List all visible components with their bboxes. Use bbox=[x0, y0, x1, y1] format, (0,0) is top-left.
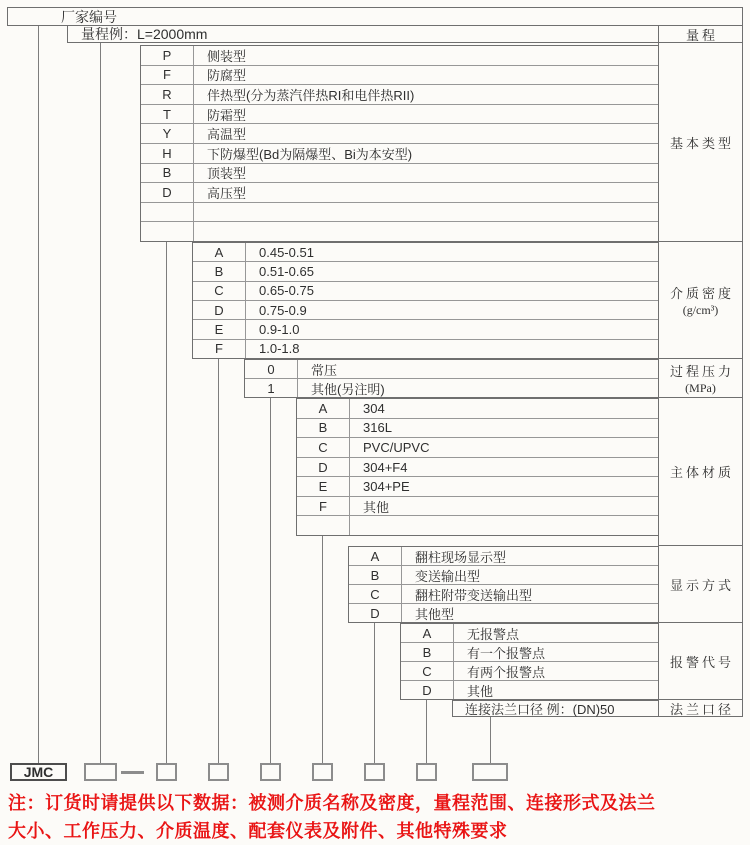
code-row bbox=[297, 497, 658, 517]
description-cell: 高压型 bbox=[207, 185, 247, 201]
code-cell bbox=[141, 203, 194, 222]
code-separator-dash bbox=[121, 771, 144, 774]
description-cell: 防腐型 bbox=[207, 68, 247, 84]
description-cell: 有两个报警点 bbox=[467, 664, 546, 680]
category-label bbox=[659, 546, 742, 623]
description-cell: 1.0-1.8 bbox=[259, 341, 300, 357]
blank-box-basic-type bbox=[156, 763, 177, 781]
code-row bbox=[349, 566, 658, 585]
code-cell: B bbox=[297, 419, 350, 438]
code-cell: D bbox=[193, 301, 246, 319]
blank-box-alarm bbox=[416, 763, 437, 781]
code-cell: F bbox=[193, 340, 246, 358]
blank-box-flange bbox=[472, 763, 508, 781]
code-cell: B bbox=[349, 566, 402, 584]
code-cell: C bbox=[349, 585, 402, 603]
code-row bbox=[349, 547, 658, 566]
factory-code-label: 厂家编号 bbox=[61, 8, 117, 25]
code-row bbox=[349, 604, 658, 622]
category-label-text: 量程 bbox=[685, 27, 718, 43]
connector-line bbox=[374, 623, 375, 763]
code-cell: D bbox=[401, 681, 454, 699]
code-cell: 1 bbox=[245, 379, 298, 397]
description-cell: 304 bbox=[363, 400, 385, 416]
code-row bbox=[349, 585, 658, 604]
code-cell: P bbox=[141, 46, 194, 65]
code-row bbox=[245, 379, 658, 397]
blank-box-material bbox=[312, 763, 333, 781]
code-cell: H bbox=[141, 144, 194, 163]
description-cell: 304+PE bbox=[363, 479, 410, 495]
category-label-text: 介质密度 bbox=[669, 285, 734, 301]
code-row bbox=[297, 458, 658, 478]
connector-line bbox=[426, 700, 427, 763]
description-cell: 其他 bbox=[467, 683, 494, 699]
code-cell: D bbox=[141, 183, 194, 202]
section-display-mode bbox=[348, 546, 658, 623]
code-row bbox=[297, 477, 658, 497]
description-cell: 常压 bbox=[311, 362, 338, 378]
order-note bbox=[8, 789, 746, 845]
category-label-text: 显示方式 bbox=[669, 577, 734, 593]
description-cell: 侧装型 bbox=[207, 48, 247, 64]
connector-line bbox=[322, 536, 323, 763]
code-row bbox=[193, 320, 658, 339]
connector-line bbox=[100, 43, 101, 763]
description-cell: 顶装型 bbox=[207, 166, 247, 182]
code-cell: D bbox=[349, 604, 402, 622]
code-row bbox=[297, 419, 658, 439]
model-prefix-box bbox=[10, 763, 67, 781]
description-cell: 其他 bbox=[363, 499, 390, 515]
category-label-text: 主体材质 bbox=[669, 465, 734, 480]
code-row bbox=[141, 124, 658, 144]
description-cell: 其他型 bbox=[415, 606, 455, 622]
description-cell: 防霜型 bbox=[207, 107, 247, 123]
blank-box-density bbox=[208, 763, 229, 781]
code-row bbox=[141, 46, 658, 66]
code-row bbox=[141, 183, 658, 203]
code-cell: R bbox=[141, 85, 194, 104]
category-label-unit: (g/cm³) bbox=[682, 302, 719, 317]
description-cell bbox=[194, 203, 658, 222]
description-cell: 其他(另注明) bbox=[311, 381, 385, 397]
code-row bbox=[193, 340, 658, 358]
code-cell: T bbox=[141, 105, 194, 124]
code-row bbox=[141, 222, 658, 241]
category-label bbox=[659, 623, 742, 700]
category-label-text: 过程压力 bbox=[669, 363, 734, 379]
category-label-text: 报警代号 bbox=[669, 654, 734, 670]
description-cell bbox=[350, 516, 658, 535]
category-label-text: 基本类型 bbox=[669, 135, 734, 151]
code-row bbox=[141, 203, 658, 223]
description-cell bbox=[194, 222, 658, 241]
description-cell: 有一个报警点 bbox=[467, 645, 546, 661]
code-row bbox=[401, 624, 658, 643]
description-cell: PVC/UPVC bbox=[363, 439, 430, 455]
connector-line bbox=[490, 717, 491, 763]
description-cell: 0.65-0.75 bbox=[259, 283, 314, 299]
blank-box-pressure bbox=[260, 763, 281, 781]
description-cell: 0.45-0.51 bbox=[259, 244, 314, 260]
code-cell: E bbox=[297, 477, 350, 496]
connector-line bbox=[270, 398, 271, 763]
code-cell: A bbox=[193, 243, 246, 261]
category-label bbox=[659, 398, 742, 546]
description-cell: 高温型 bbox=[207, 127, 247, 143]
description-cell: 0.9-1.0 bbox=[259, 321, 300, 337]
code-cell bbox=[297, 516, 350, 535]
description-cell: 0.75-0.9 bbox=[259, 302, 307, 318]
code-cell: C bbox=[193, 282, 246, 300]
section-alarm-code bbox=[400, 623, 658, 700]
connector-line bbox=[166, 242, 167, 763]
code-cell: F bbox=[297, 497, 350, 516]
model-prefix-label: JMC bbox=[23, 764, 54, 780]
section-basic-type bbox=[140, 45, 658, 242]
description-cell: 下防爆型(Bd为隔爆型、Bi为本安型) bbox=[207, 146, 413, 162]
category-label bbox=[659, 700, 742, 716]
category-label bbox=[659, 26, 742, 43]
flange-size-text: 连接法兰口径 例：(DN)50 bbox=[465, 702, 615, 717]
range-example-text: 量程例：L=2000mm bbox=[81, 26, 208, 42]
section-process-pressure bbox=[244, 359, 658, 398]
code-cell bbox=[141, 222, 194, 241]
code-cell: A bbox=[349, 547, 402, 565]
code-cell: F bbox=[141, 66, 194, 85]
code-cell: C bbox=[401, 662, 454, 680]
code-row bbox=[401, 662, 658, 681]
description-cell: 变送输出型 bbox=[415, 568, 481, 584]
code-row bbox=[141, 105, 658, 125]
category-label-unit: (MPa) bbox=[685, 380, 716, 395]
code-row bbox=[141, 85, 658, 105]
section-body-material bbox=[296, 398, 658, 536]
connector-line bbox=[218, 359, 219, 763]
code-row bbox=[401, 681, 658, 699]
code-cell: 0 bbox=[245, 360, 298, 378]
description-cell: 316L bbox=[363, 420, 392, 436]
category-label bbox=[659, 359, 742, 398]
code-row bbox=[245, 360, 658, 379]
connector-line bbox=[38, 26, 39, 763]
description-cell: 翻柱附带变送输出型 bbox=[415, 587, 533, 603]
category-label bbox=[659, 43, 742, 242]
code-row bbox=[141, 66, 658, 86]
flange-size-row bbox=[452, 700, 658, 717]
code-row bbox=[193, 301, 658, 320]
code-cell: Y bbox=[141, 124, 194, 143]
category-label-text: 法兰口径 bbox=[669, 701, 734, 717]
code-cell: A bbox=[297, 399, 350, 418]
code-row bbox=[141, 164, 658, 184]
code-cell: A bbox=[401, 624, 454, 642]
blank-box-display bbox=[364, 763, 385, 781]
code-row bbox=[401, 643, 658, 662]
code-cell: B bbox=[401, 643, 454, 661]
code-cell: B bbox=[141, 164, 194, 183]
range-example-row bbox=[67, 26, 658, 43]
blank-box-range bbox=[84, 763, 117, 781]
code-row bbox=[141, 144, 658, 164]
code-row bbox=[297, 399, 658, 419]
code-cell: D bbox=[297, 458, 350, 477]
section-medium-density bbox=[192, 242, 658, 359]
category-label bbox=[659, 242, 742, 359]
code-row bbox=[193, 243, 658, 262]
code-row bbox=[297, 516, 658, 535]
description-cell: 304+F4 bbox=[363, 459, 408, 475]
order-note-line1: 注：订货时请提供以下数据：被测介质名称及密度，量程范围、连接形式及法兰 bbox=[8, 793, 656, 813]
description-cell: 伴热型(分为蒸汽伴热RI和电伴热RII) bbox=[207, 87, 415, 103]
code-cell: E bbox=[193, 320, 246, 338]
order-note-line2: 大小、工作压力、介质温度、配套仪表及附件、其他特殊要求 bbox=[8, 821, 508, 841]
description-cell: 翻柱现场显示型 bbox=[415, 549, 507, 565]
code-row bbox=[193, 262, 658, 281]
description-cell: 无报警点 bbox=[467, 626, 520, 642]
code-cell: C bbox=[297, 438, 350, 457]
code-row bbox=[193, 282, 658, 301]
description-cell: 0.51-0.65 bbox=[259, 263, 314, 279]
category-label-column bbox=[658, 26, 743, 717]
code-cell: B bbox=[193, 262, 246, 280]
code-row bbox=[297, 438, 658, 458]
